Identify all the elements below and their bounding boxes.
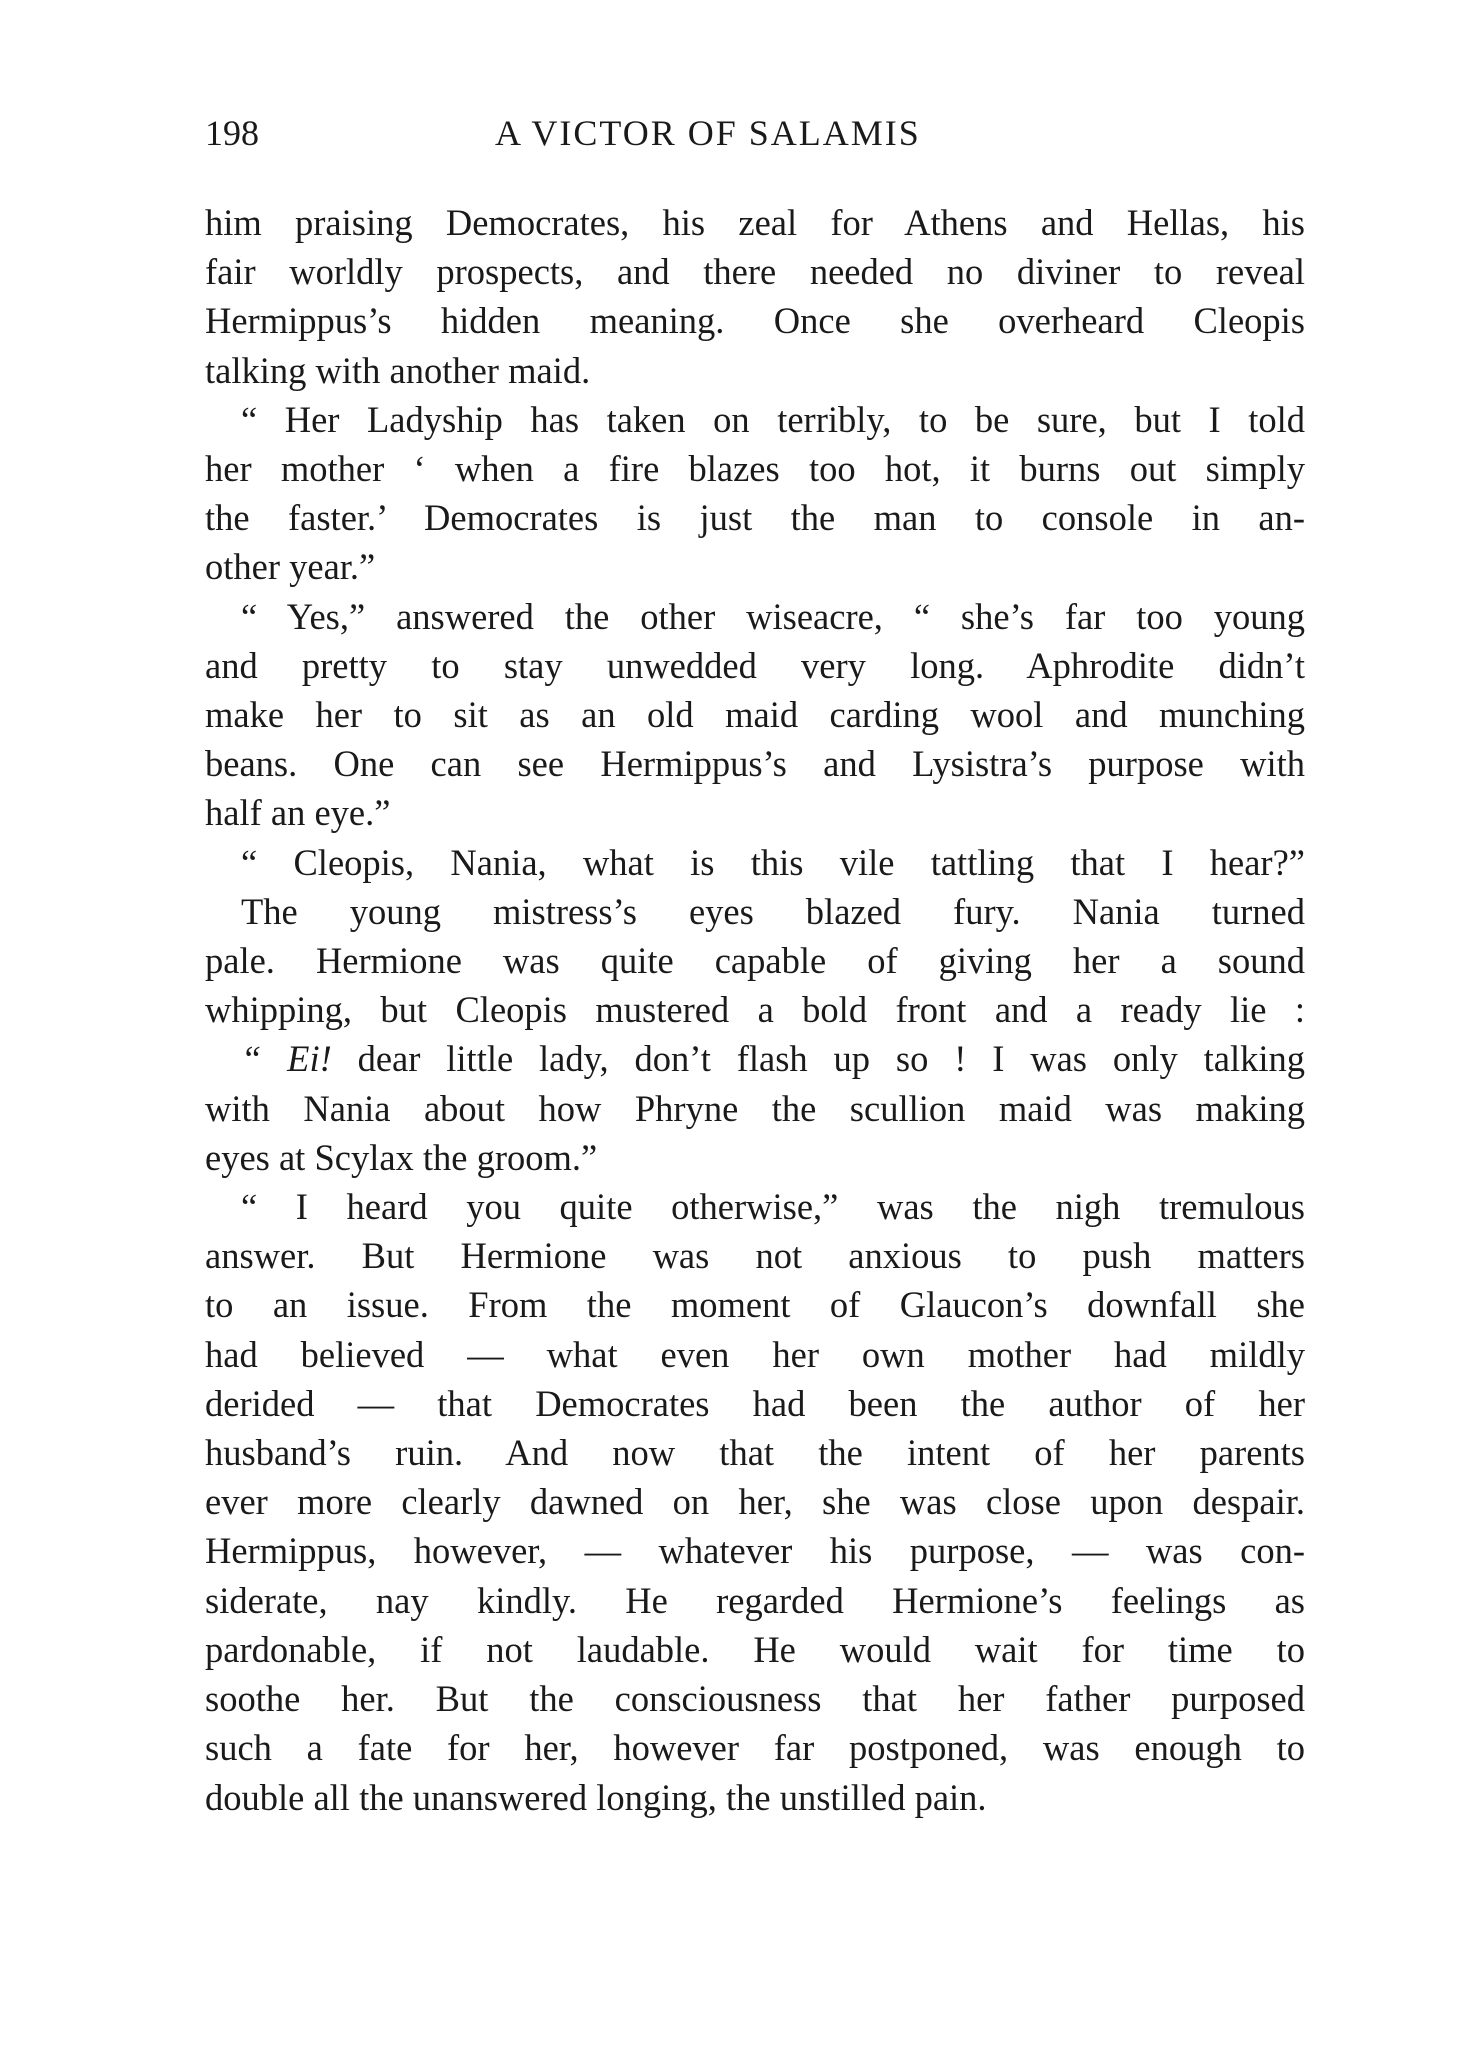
page-number: 198	[205, 113, 259, 153]
italic-exclamation: “ Ei!	[241, 1038, 332, 1080]
text-line: “ Cleopis, Nania, what is this vile tattling that I hear?”	[241, 841, 1305, 883]
text-line: the faster.’ Democrates is just the man to console in an-	[205, 497, 1305, 539]
text-line: derided — that Democrates had been the author of her	[205, 1382, 1305, 1424]
text-line: Hermippus, however, — whatever his purpose, — was con-	[205, 1530, 1305, 1572]
text-line: fair worldly prospects, and there needed no diviner to reveal	[205, 251, 1305, 293]
text-line: “ I heard you quite otherwise,” was the nigh tremulous	[241, 1186, 1305, 1228]
paragraph	[205, 838, 1305, 887]
text-fragment: dear little lady, don’t flash up so ! I was only talking	[331, 1038, 1305, 1080]
text-line: The young mistress’s eyes blazed fury. Nania turned	[241, 890, 1305, 932]
text-line: had believed — what even her own mother had mildly	[205, 1333, 1305, 1375]
text-line: soothe her. But the consciousness that her father purposed	[205, 1678, 1305, 1720]
text-line: her mother ‘ when a fire blazes too hot, it burns out simply	[205, 448, 1305, 490]
text-line: “ Yes,” answered the other wiseacre, “ she’s far too young	[241, 595, 1305, 637]
text-line: such a fate for her, however far postponed, was enough to	[205, 1727, 1305, 1769]
text-line: pardonable, if not laudable. He would wait for time to	[205, 1628, 1305, 1670]
text-line: half an eye.”	[205, 792, 391, 834]
page-header	[205, 108, 1305, 158]
paragraph	[205, 592, 1305, 838]
paragraph	[205, 198, 1305, 395]
text-line: talking with another maid.	[205, 349, 591, 391]
text-line: to an issue. From the moment of Glaucon’s downfall she	[205, 1284, 1305, 1326]
paragraph	[205, 1034, 1305, 1182]
paragraph	[205, 887, 1305, 1035]
text-line: eyes at Scylax the groom.”	[205, 1136, 598, 1178]
text-line: with Nania about how Phryne the scullion maid was making	[205, 1087, 1305, 1129]
text-line: ever more clearly dawned on her, she was close upon despair.	[205, 1481, 1305, 1523]
text-line: double all the unanswered longing, the unstilled pain.	[205, 1776, 987, 1818]
text-line: answer. But Hermione was not anxious to push matters	[205, 1235, 1305, 1277]
text-line: Hermippus’s hidden meaning. Once she overheard Cleopis	[205, 300, 1305, 342]
text-line: other year.”	[205, 546, 376, 588]
text-line: “ Her Ladyship has taken on terribly, to be sure, but I told	[241, 398, 1305, 440]
body-text	[205, 198, 1305, 1822]
text-line: make her to sit as an old maid carding wool and munching	[205, 694, 1305, 736]
text-line	[205, 1034, 1305, 1083]
text-line: pale. Hermione was quite capable of giving her a sound	[205, 940, 1305, 982]
paragraph	[205, 395, 1305, 592]
text-line: and pretty to stay unwedded very long. Aphrodite didn’t	[205, 644, 1305, 686]
text-line: whipping, but Cleopis mustered a bold front and a ready lie :	[205, 989, 1305, 1031]
running-title: A VICTOR OF SALAMIS	[495, 113, 921, 153]
text-line: husband’s ruin. And now that the intent of her parents	[205, 1432, 1305, 1474]
text-line: him praising Democrates, his zeal for Athens and Hellas, his	[205, 202, 1305, 243]
paragraph	[205, 1182, 1305, 1822]
text-line: beans. One can see Hermippus’s and Lysistra’s purpose with	[205, 743, 1305, 785]
text-line: siderate, nay kindly. He regarded Hermione’s feelings as	[205, 1579, 1305, 1621]
